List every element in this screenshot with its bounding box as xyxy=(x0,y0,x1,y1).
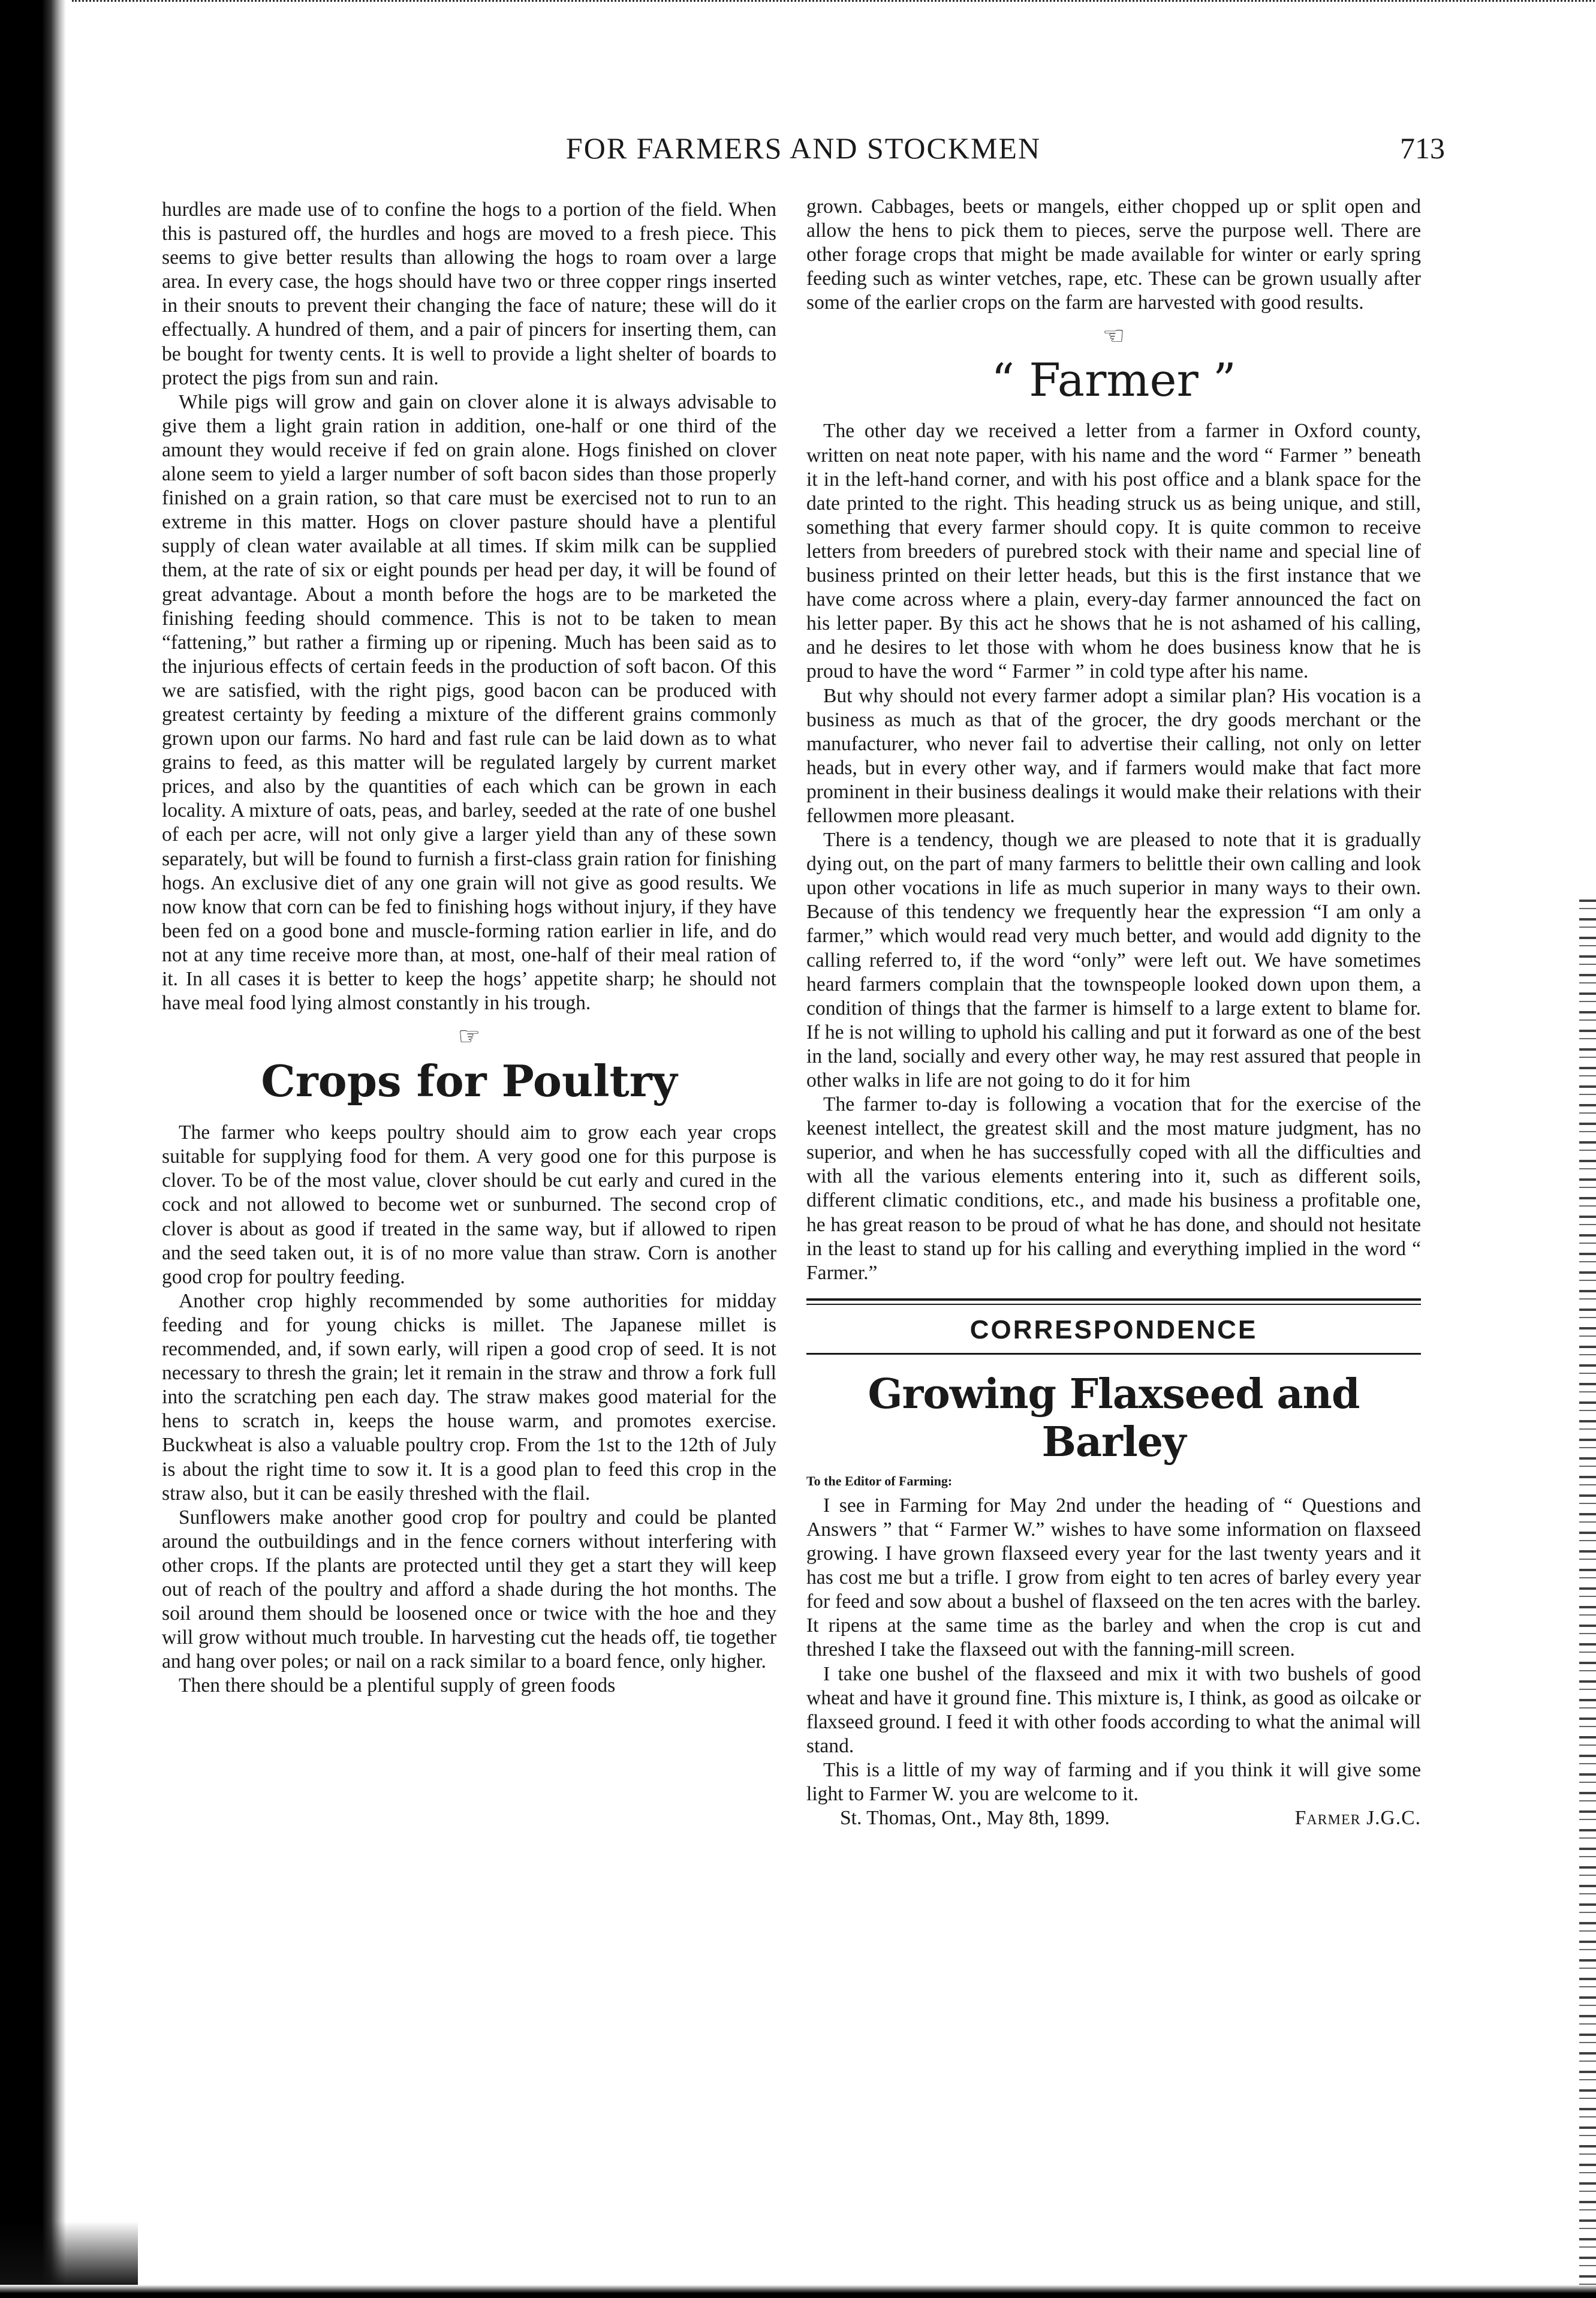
article-title: “ Farmer ” xyxy=(991,353,1236,407)
hogs-article-continuation xyxy=(162,198,776,1015)
flaxseed-letter xyxy=(806,1370,1421,1830)
left-column xyxy=(162,198,776,1698)
section-divider xyxy=(806,1353,1421,1355)
article-paragraph: The farmer who keeps poultry should aim to grow each year crops suitable for supplying food for them. A very good one for this purpose is clover. To be of the most value, clover should be cut early and cured in the cock and not allowed to become wet or sunburned. The second crop of clover is about as good if treated in the same way, but if allowed to ripen and the seed taken out, it is of no more value than straw. Corn is another good crop for poultry feeding. xyxy=(162,1121,776,1288)
scan-bottom-shadow xyxy=(0,2221,138,2287)
scan-bottom-edge xyxy=(0,2285,1596,2298)
article-paragraph: Another crop highly recommended by some authorities for midday feeding and for young chicks is millet. The Japanese millet is recommended, and, if sown early, will ripen a good crop of seed. It is not necessary to thresh the grain; let it remain in the straw and throw a fork full into the scratching pen each day. The straw makes good material for the hens to scratch in, keeps the house warm, and promotes exercise. Buckwheat is also a valuable poultry crop. From the 1st to the 12th of July is about the right time to sow it. It is a good plan to feed this crop in the straw also, but it can be easily threshed with the flail. xyxy=(162,1289,776,1505)
scan-right-edge xyxy=(1579,900,1596,2298)
article-paragraph: hurdles are made use of to confine the hogs to a portion of the field. When this is pastured off, the hurdles and hogs are moved to a fresh piece. This seems to give better results than allowing the hogs to roam over a large area. In every case, the hogs should have two or three copper rings inserted in their snouts to prevent their changing the face of nature; these will do it effectually. A hundred of them, and a pair of pincers for inserting them, can be bought for twenty cents. It is well to provide a light shelter of boards to protect the pigs from sun and rain. xyxy=(162,198,776,389)
letter-signoff xyxy=(806,1806,1421,1830)
running-head: FOR FARMERS AND STOCKMEN xyxy=(565,131,1041,165)
article-title: Crops for Poultry xyxy=(261,1055,677,1107)
right-column xyxy=(806,195,1421,1830)
article-paragraph: Then there should be a plentiful supply of green foods xyxy=(179,1674,616,1697)
hand-pointer-ornament-icon: ☜ xyxy=(1102,323,1125,351)
salutation: To the Editor of Farming: xyxy=(806,1473,953,1488)
article-paragraph: There is a tendency, though we are pleased to note that it is gradually dying out, on the part of many farmers to belittle their own calling and look upon other vocations in life as much superior in many ways to their own. Because of this tendency we frequently hear the expression “I am only a farmer,” which would read very much better, and would add dignity to the calling referred to, if the word “only” were left out. We have sometimes heard farmers complain that the townspeople looked down upon them, a condition of things that the farmer is himself to a large extent to blame for. If he is not willing to uphold his calling and put it forward as one of the best in the land, socially and every other way, he may rest assured that people in other walks in life are not going to do it for him xyxy=(806,829,1421,1091)
article-title: Growing Flaxseed and Barley xyxy=(868,1370,1360,1466)
scan-left-edge xyxy=(0,0,66,2298)
signature: Farmer J.G.C. xyxy=(1294,1807,1421,1830)
crops-for-poultry-article xyxy=(162,1055,776,1698)
article-paragraph: This is a little of my way of farming and if you think it will give some light to Farmer W. you are welcome to it. xyxy=(806,1758,1421,1805)
article-paragraph: The farmer to-day is following a vocation that for the exercise of the keenest intellect, the greatest skill and the most mature judgment, has no superior, and when he has successfully coped with all the difficulties and with all the various elements entering into it, such as different soils, different climatic conditions, etc., and made his business a profitable one, he has great reason to be proud of what he has done, and should not hesitate in the least to stand up for his calling and everything implied in the word “ Farmer.” xyxy=(806,1093,1421,1284)
article-paragraph: But why should not every farmer adopt a similar plan? His vocation is a business as much as that of the grocer, the dry goods merchant or the manufacturer, who never fail to advertise their calling, not only on letter heads, but in every other way, and if farmers would make that fact more prominent in their business dealings it would make their relations with their fellowmen more pleasant. xyxy=(806,684,1421,827)
section-divider xyxy=(806,1298,1421,1305)
article-paragraph: The other day we received a letter from a farmer in Oxford county, written on neat note paper, with his name and the word “ Farmer ” beneath it in the left-hand corner, and with his post office and a blank space for the date printed to the right. This heading struck us as being unique, and still, something that every farmer should copy. It is quite common to receive letters from breeders of purebred stock with their name and special line of business printed on their letter heads, but this is the first instance that we have come across where a plain, every-day farmer announced the fact on his letter paper. By this act he shows that he is not ashamed of his calling, and he desires to let those with whom he does business know that he is proud to have the word “ Farmer ” in cold type after his name. xyxy=(806,420,1421,683)
article-paragraph: I take one bushel of the flaxseed and mix it with two bushels of good wheat and have it ground fine. This mixture is, I think, as good as oilcake or flaxseed ground. I feed it with other foods according to what the animal will stand. xyxy=(806,1662,1421,1757)
article-paragraph: grown. Cabbages, beets or mangels, either chopped up or split open and allow the hens to pick them to pieces, serve the purpose well. There are other forage crops that might be made available for winter or early spring feeding such as winter vetches, rape, etc. These can be grown usually after some of the earlier crops on the farm are harvested with good results. xyxy=(806,195,1421,314)
place-date: St. Thomas, Ont., May 8th, 1899. xyxy=(840,1807,1110,1830)
page-header xyxy=(162,131,1445,173)
article-paragraph: I see in Farming for May 2nd under the heading of “ Questions and Answers ” that “ Farmer W.” wishes to have some information on flaxseed growing. I have grown flaxseed every year for the last twenty years and it has cost me but a trifle. I grow from eight to ten acres of barley every year for feed and sow about a bushel of flaxseed on the ten acres with the barley. It ripens at the same time as the barley and when the crop is cut and threshed I take the flaxseed out with the fanning-mill screen. xyxy=(806,1494,1421,1661)
hand-pointer-ornament-icon: ☞ xyxy=(457,1023,481,1051)
page-number: 713 xyxy=(1400,131,1445,165)
article-paragraph: Sunflowers make another good crop for poultry and could be planted around the outbuildings and in the fence corners without interfering with other crops. If the plants are protected until they get a start they will keep out of reach of the poultry and afford a shade during the hot months. The soil around them should be loosened once or twice with the hoe and they will grow without much trouble. In harvesting cut the heads off, tie together and hang over poles; or nail on a rack similar to a board fence, only higher. xyxy=(162,1506,776,1673)
scan-top-edge xyxy=(72,0,1595,9)
section-label: CORRESPONDENCE xyxy=(969,1315,1258,1344)
farmer-article xyxy=(806,354,1421,1285)
article-paragraph: While pigs will grow and gain on clover alone it is always advisable to give them a light grain ration in addition, one-half or one third of the amount they would receive if fed on grain alone. Hogs finished on clover alone seem to yield a larger number of soft bacon sides than those properly finished on a grain ration, so that care must be exercised not to run to an extreme in this matter. Hogs on clover pasture should have a plentiful supply of clean water available at all times. If skim milk can be supplied them, at the rate of six or eight pounds per head per day, it will be found of great advantage. About a month before the hogs are to be marketed the finishing feeding should commence. This is not to be taken to mean “fattening,” but rather a firming up or ripening. Much has been said as to the injurious effects of certain feeds in the production of soft bacon. Of this we are satisfied, with the right pigs, good bacon can be produced with greatest certainty by feeding a mixture of the different grains commonly grown upon our farms. No hard and fast rule can be laid down as to what grains to feed, as this matter will be regulated largely by current market prices, and also by the quantities of each which can be grown in each locality. A mixture of oats, peas, and barley, seeded at the rate of one bushel of each per acre, will not only give a larger yield than any of these sown separately, but will be found to furnish a first-class grain ration for finishing hogs. An exclusive diet of any one grain will not give as good results. We now know that corn can be fed to finishing hogs without injury, if they have been fed on a good bone and muscle-forming ration earlier in life, and do not at any time receive more than, at most, one-half of their meal ration of it. In all cases it is better to keep the hogs’ appetite sharp; he should not have meal food lying almost constantly in his trough. xyxy=(162,390,776,1015)
